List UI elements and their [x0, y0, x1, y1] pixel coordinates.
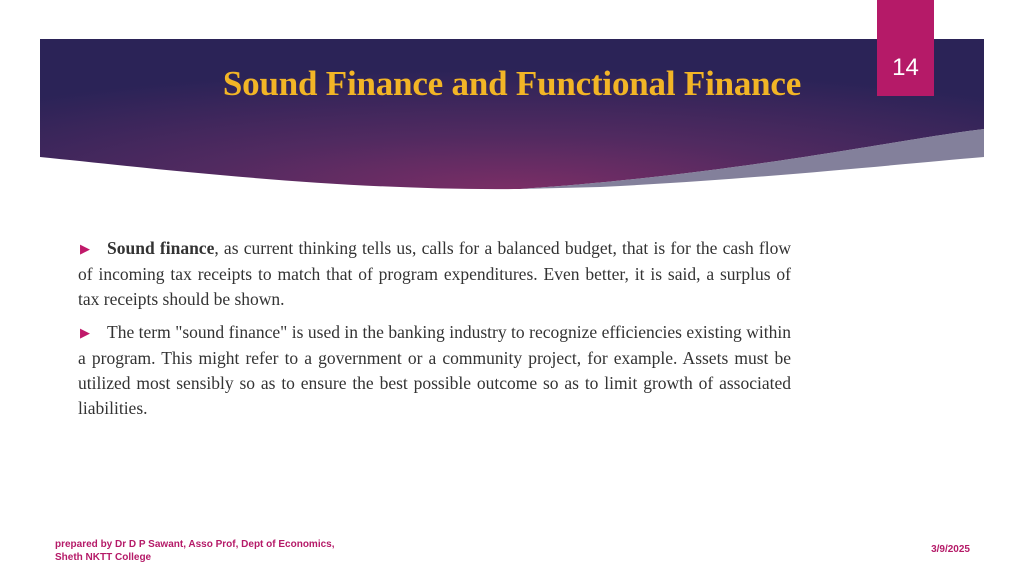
key-term: Sound finance: [107, 238, 215, 258]
slide-title: Sound Finance and Functional Finance: [222, 64, 802, 103]
footer-author: [55, 538, 335, 564]
triangle-bullet-icon: ▶: [80, 242, 90, 257]
footer-author-line: prepared by Dr D P Sawant, Asso Prof, Dept of Economics,: [55, 539, 335, 550]
bullet-paragraph-1: [78, 236, 791, 312]
footer-date: 3/9/2025: [931, 544, 970, 555]
footer-institution-line: Sheth NKTT College: [55, 552, 152, 563]
paragraph-text: The term "sound finance" is used in the banking industry to recognize efficiencies existing within a program. This might refer to a government or a community project, for example. Assets must be utilized most sensibly so as to ensure the best possible outcome so as to limit growth of associated liabilities.: [78, 322, 791, 418]
paragraph-text: , as current thinking tells us, calls for a balanced budget, that is for the cash flow of incoming tax receipts to match that of program expenditures. Even better, it is said, a surplus of tax receipts should be shown.: [78, 238, 791, 309]
page-number-badge: 14: [877, 0, 934, 96]
triangle-bullet-icon: ▶: [80, 326, 90, 341]
bullet-paragraph-2: [78, 320, 791, 421]
slide-body: [78, 236, 791, 429]
